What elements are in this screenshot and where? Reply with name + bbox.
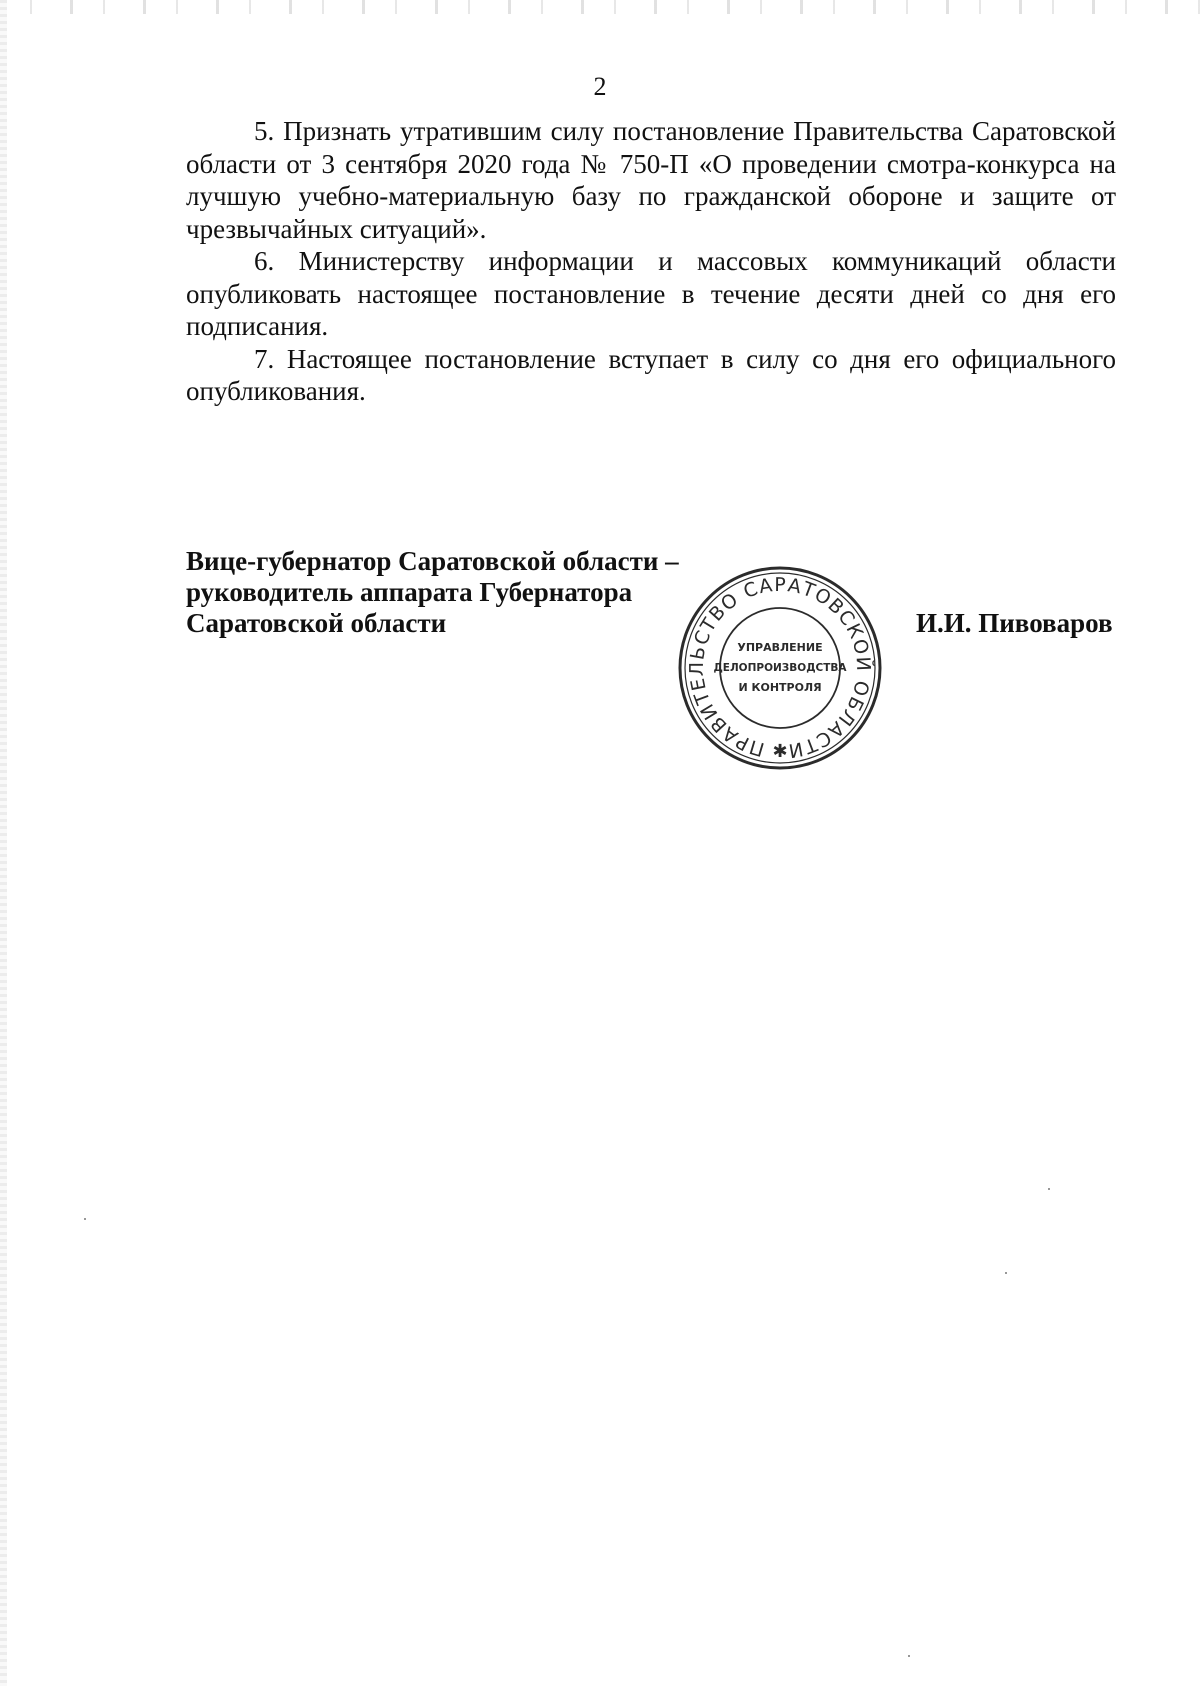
seal-center-line: УПРАВЛЕНИЕ xyxy=(737,641,823,654)
scan-speck xyxy=(1048,1188,1050,1190)
scan-speck xyxy=(1005,1272,1007,1274)
signatory-position-line: Саратовской области xyxy=(186,608,447,638)
seal-star-icon: ✱ xyxy=(772,741,788,762)
signatory-position xyxy=(186,546,706,639)
scan-top-edge xyxy=(0,0,1200,14)
page-number: 2 xyxy=(593,72,607,101)
paragraph-7: 7. Настоящее постановление вступает в силу со дня его официального опубликования. xyxy=(186,343,1116,406)
signatory-name: И.И. Пивоваров xyxy=(916,608,1113,638)
paragraph-6: 6. Министерству информации и массовых коммуникаций области опубликовать настоящее постановление в течение десяти дней со дня его подписания. xyxy=(186,246,1116,341)
document-body xyxy=(186,115,1116,408)
seal-ring-text: ПРАВИТЕЛЬСТВО САРАТОВСКОЙ ОБЛАСТИ xyxy=(685,573,875,762)
seal-center-line: И КОНТРОЛЯ xyxy=(738,681,822,694)
seal-center-line: ДЕЛОПРОИЗВОДСТВА xyxy=(713,662,847,674)
signatory-position-line: Вице-губернатор Саратовской области – xyxy=(186,546,679,576)
signatory-position-line: руководитель аппарата Губернатора xyxy=(186,577,633,607)
scan-speck xyxy=(908,1655,910,1657)
scan-speck xyxy=(84,1218,86,1220)
scan-left-edge xyxy=(0,0,7,1686)
paragraph-5: 5. Признать утратившим силу постановление Правительства Саратовской области от 3 сентября 2020 года № 750-П «О проведении смотра-конкурса на лучшую учебно-материальную базу по гражданской обороне и защите от чрезвычайных ситуаций». xyxy=(186,116,1116,244)
official-seal-stamp xyxy=(677,565,883,771)
